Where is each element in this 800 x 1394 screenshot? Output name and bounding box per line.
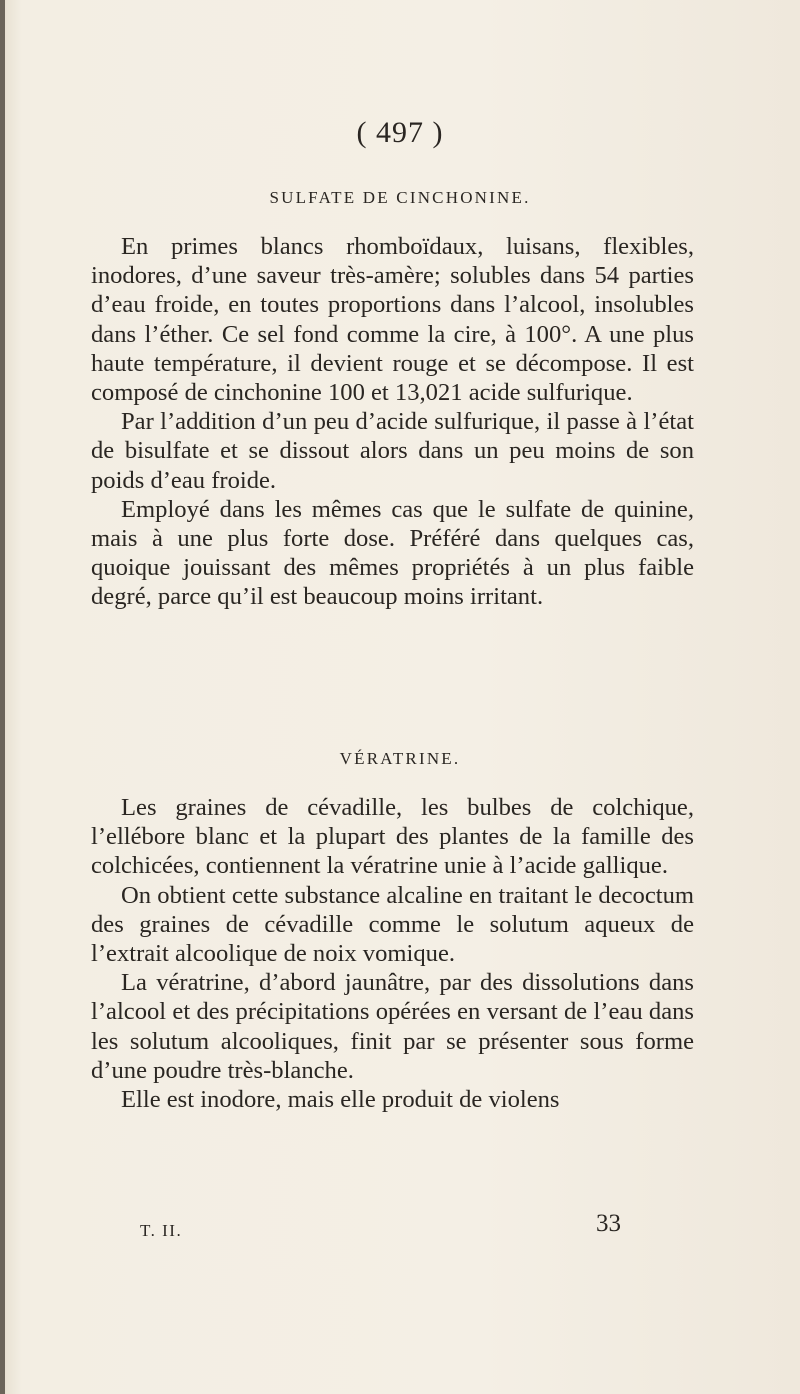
paragraph: On obtient cette substance alcaline en traitant le decoctum des graines de cévadille comme le solutum aqueux de l’extrait alcoolique de noix vomique. [91, 881, 694, 968]
footer-signature: T. II. [140, 1221, 183, 1240]
paragraph: En primes blancs rhomboïdaux, luisans, flexibles, inodores, d’une saveur très-amère; solubles dans 54 parties d’eau froide, en toutes proportions dans l’alcool, insolubles dans l’éther. Ce sel fond comme la cire, à 100°. A une plus haute température, il devient rouge et se décompose. Il est composé de cinchonine 100 et 13,021 acide sulfurique. [91, 233, 694, 407]
section-title-sulfate-de-cinchonine: SULFATE DE CINCHONINE. [269, 188, 531, 207]
paragraph: Par l’addition d’un peu d’acide sulfurique, il passe à l’état de bisulfate et se dissout alors dans un peu moins de son poids d’eau froide. [91, 408, 694, 494]
page-number: ( 497 ) [356, 116, 444, 149]
section-title-veratrine: VÉRATRINE. [339, 749, 461, 768]
footer-sheet-number: 33 [596, 1210, 621, 1237]
paragraph: Les graines de cévadille, les bulbes de colchique, l’ellébore blanc et la plupart des plantes de la famille des colchicées, contiennent la vératrine unie à l’acide gallique. [91, 794, 694, 880]
section-body-veratrine [91, 793, 694, 1114]
paragraph: La vératrine, d’abord jaunâtre, par des dissolutions dans l’alcool et des précipitations opérées en versant de l’eau dans les solutum alcooliques, finit par se présenter sous forme d’une poudre très-blanche. [91, 969, 694, 1084]
paragraph: Employé dans les mêmes cas que le sulfate de quinine, mais à une plus forte dose. Préféré dans quelques cas, quoique jouissant des mêmes propriétés à un plus faible degré, parce qu’il est beaucoup moins irritant. [91, 495, 694, 611]
paragraph: Elle est inodore, mais elle produit de violens [121, 1086, 560, 1114]
section-body-sulfate-de-cinchonine [91, 232, 694, 612]
book-spine-edge [0, 0, 5, 1394]
